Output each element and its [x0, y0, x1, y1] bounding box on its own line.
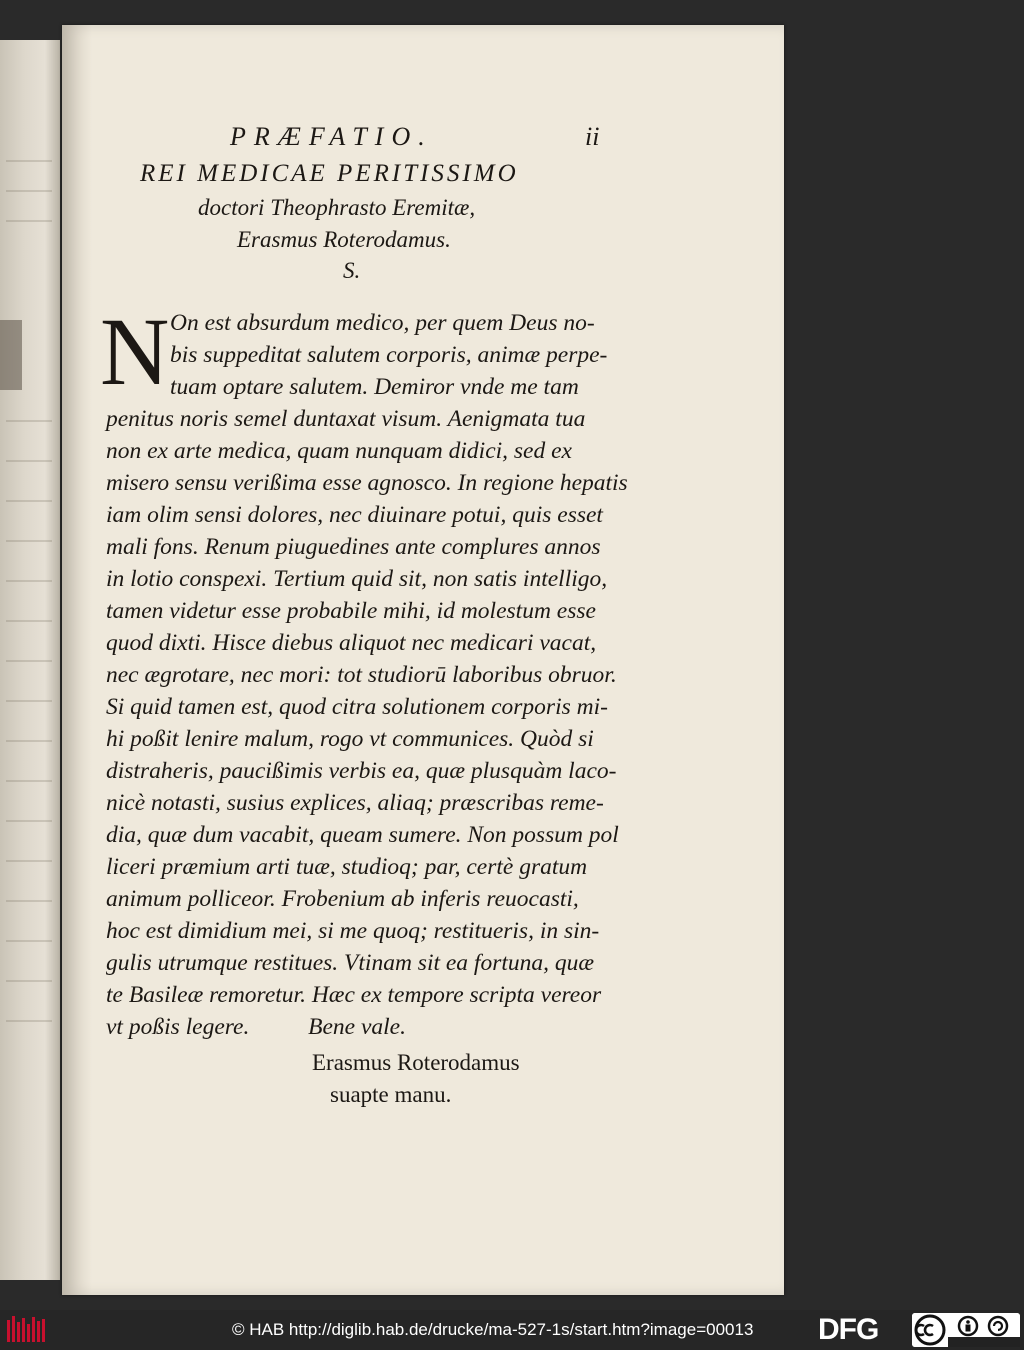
body-line: misero sensu verißima esse agnosco. In regione hepatis	[106, 470, 628, 496]
body-line: gulis utrumque restitues. Vtinam sit ea fortuna, quæ	[106, 950, 595, 976]
running-header: PRÆFATIO.	[230, 122, 433, 151]
body-line: iam olim sensi dolores, nec diuinare potui, quis esset	[106, 502, 603, 528]
body-line: hi poßit lenire malum, rogo vt communices. Quòd si	[106, 726, 594, 752]
body-line: nec ægrotare, nec mori: tot studiorū laboribus obruor.	[106, 662, 617, 688]
body-line: animum polliceor. Frobenium ab inferis reuocasti,	[106, 886, 579, 912]
signature-line-1: Erasmus Roterodamus	[312, 1050, 520, 1075]
facing-page-initial	[0, 320, 22, 390]
body-line: dia, quæ dum vacabit, queam sumere. Non possum pol	[106, 822, 619, 848]
body-line: non ex arte medica, quam nunquam didici, sed ex	[106, 438, 572, 464]
body-line: nicè notasti, susius explices, aliaq; præscribas reme-	[106, 790, 604, 816]
dedication-title-line-1: REI MEDICAE PERITISSIMO	[140, 160, 519, 187]
drop-cap: N	[100, 298, 170, 405]
body-line: Si quid tamen est, quod citra solutionem corporis mi-	[106, 694, 608, 720]
hab-logo-icon[interactable]	[6, 1314, 46, 1346]
body-line: liceri præmium arti tuæ, studioq; par, certè gratum	[106, 854, 588, 880]
body-line: in lotio conspexi. Tertium quid sit, non satis intelligo,	[106, 566, 608, 592]
body-line: penitus noris semel duntaxat visum. Aenigmata tua	[106, 406, 586, 432]
copyright-link[interactable]: © HAB http://diglib.hab.de/drucke/ma-527-1s/start.htm?image=00013	[232, 1320, 754, 1339]
body-line: bis suppeditat salutem corporis, animæ perpe-	[170, 342, 608, 368]
signature-line-2: suapte manu.	[330, 1082, 452, 1107]
facing-page-edge	[0, 40, 60, 1280]
body-line: tuam optare salutem. Demiror vnde me tam	[170, 374, 579, 400]
body-line: quod dixti. Hisce diebus aliquot nec medicari vacat,	[106, 630, 597, 656]
viewer-footer	[0, 1310, 1024, 1350]
body-line: distraheris, paucißimis verbis ea, quæ plusquàm laco-	[106, 758, 617, 784]
dedication-title-line-2: doctori Theophrasto Eremitæ,	[198, 195, 476, 220]
body-line: mali fons. Renum piuguedines ante complures annos	[106, 534, 601, 560]
dedication-title-line-3: Erasmus Roterodamus.	[237, 227, 451, 252]
body-line: tamen videtur esse probabile mihi, id molestum esse	[106, 598, 596, 624]
folio-number: ii	[585, 122, 600, 151]
body-line: hoc est dimidium mei, si me quoq; restitueris, in sin-	[106, 918, 600, 944]
body-line: te Basileæ remoretur. Hæc ex tempore scripta vereor	[106, 982, 602, 1008]
body-line-closing: vt poßis legere. Bene vale.	[106, 1014, 406, 1040]
body-line: On est absurdum medico, per quem Deus no-	[170, 310, 595, 336]
dfg-logo[interactable]: DFG	[818, 1313, 879, 1346]
cc-by-sa-icon[interactable]	[912, 1313, 1020, 1347]
dedication-title-line-4: S.	[343, 258, 361, 283]
